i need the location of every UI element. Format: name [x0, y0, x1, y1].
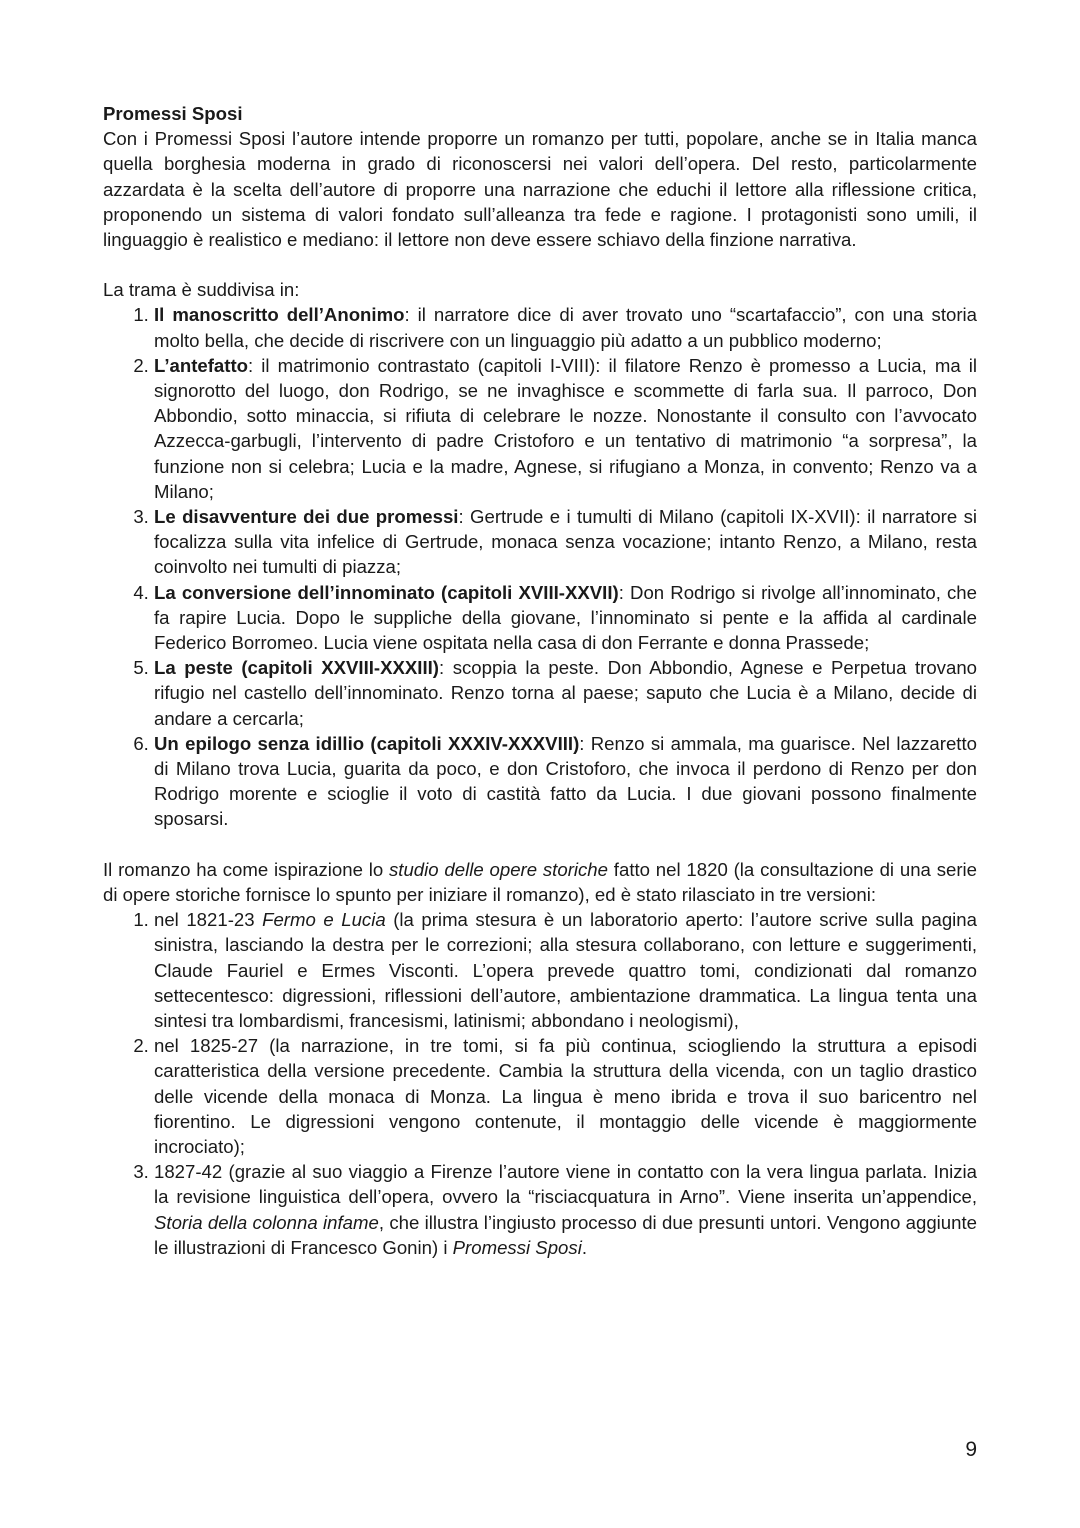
plot-item-3	[154, 504, 977, 580]
plot-item-text: : Gertrude e i tumulti di Milano (capitoli IX-XVII): il narratore si focalizza sulla vita infelice di Gertrude, monaca senza vocazione; intanto Renzo, a Milano, resta coinvolto nei tumulti di piazza;	[154, 506, 978, 578]
version-item-3	[154, 1159, 977, 1260]
plot-item-2	[154, 353, 977, 504]
inspiration-text: fatto nel 1820 (la consultazione di una serie di opere storiche fornisce lo spunto per iniziare il romanzo), ed è stato rilasciato in tre versioni:	[103, 858, 977, 905]
version-text: 1827-42 (grazie al suo viaggio a Firenze l’autore viene in contatto con la vera lingua parlata. Inizia la revisione linguistica dell’opera, ovvero la “risciacquatura in Arno”. Viene inserita un’appendice,	[154, 1161, 977, 1208]
plot-item-title: L’antefatto	[154, 354, 249, 376]
page-content	[103, 101, 977, 1260]
inspiration-paragraph	[103, 857, 977, 907]
plot-item-5	[154, 655, 977, 731]
versions-list	[103, 907, 977, 1260]
plot-item-4	[154, 580, 977, 656]
plot-item-text: : il narratore dice di aver trovato uno “scartafaccio”, con una storia molto bella, che decide di riscrivere con un linguaggio più adatto a un pubblico moderno;	[154, 304, 977, 351]
intro-paragraph: Con i Promessi Sposi l’autore intende proporre un romanzo per tutti, popolare, anche se in Italia manca quella borghesia moderna in grado di riconoscersi nei valori dell’opera. Del resto, particolarmente azzardata è la scelta dell’autore di proporre una narrazione che educhi il lettore alla riflessione critica, proponendo un sistema di valori fondato sull’alleanza tra fede e ragione. I protagonisti sono umili, il linguaggio è realistico e mediano: il lettore non deve essere schiavo della finzione narrativa.	[103, 128, 977, 251]
plot-item-title: La peste (capitoli XXVIII-XXXIII)	[154, 657, 439, 679]
plot-list	[103, 302, 977, 831]
version-text: nel 1825-27 (la narrazione, in tre tomi, si fa più continua, sciogliendo la struttura a episodi caratteristica della versione precedente. Cambia la struttura della vicenda, con un taglio drastico delle vicende della monaca di Monza. La lingua è meno ibrida e trova il suo baricentro nel fiorentino. Le digressioni vengono contenute, il montaggio delle vicende è maggiormente incrociato);	[154, 1035, 977, 1157]
inspiration-italic: studio delle opere storiche	[389, 858, 608, 880]
plot-item-text: : Don Rodrigo si rivolge all’innominato, che fa rapire Lucia. Dopo le suppliche della giovane, l’innominato si pente e la affida al cardinale Federico Borromeo. Lucia viene ospitata nella casa di don Ferrante e donna Prassede;	[154, 581, 977, 654]
spacer	[103, 832, 977, 857]
plot-item-title: Un epilogo senza idillio (capitoli XXXIV-XXXVIII)	[154, 732, 580, 754]
version-italic: Storia della colonna infame	[154, 1211, 379, 1233]
version-italic: Fermo e Lucia	[262, 909, 386, 931]
plot-item-6	[154, 731, 977, 832]
version-item-2	[154, 1033, 977, 1159]
plot-heading: La trama è suddivisa in:	[103, 279, 300, 301]
page-title: Promessi Sposi	[103, 103, 243, 124]
plot-item-1	[154, 302, 977, 352]
plot-item-title: Il manoscritto dell’Anonimo	[154, 304, 405, 326]
plot-item-text: : Renzo si ammala, ma guarisce. Nel lazzaretto di Milano trova Lucia, guarita da poco, e don Cristoforo, che invoca il perdono di Renzo per don Rodrigo morente e scioglie il voto di castità fatto da Lucia. I due giovani possono finalmente sposarsi.	[154, 732, 977, 830]
version-item-1	[154, 907, 977, 1033]
inspiration-text: Il romanzo ha come ispirazione lo	[103, 858, 389, 880]
plot-item-text: : il matrimonio contrastato (capitoli I-VIII): il filatore Renzo è promesso a Lucia, ma il signorotto del luogo, don Rodrigo, se ne invaghisce e scommette di farla sua. Il parroco, Don Abbondio, sotto minaccia, si rifiuta di celebrare le nozze. Nonostante il consulto con l’avvocato Azzecca-garbugli, l’intervento di padre Cristoforo e un tentativo di matrimonio “a sorpresa”, la funzione non si celebra; Lucia e la madre, Agnese, si rifugiano a Monza, in convento; Renzo va a Milano;	[154, 354, 977, 502]
plot-item-title: Le disavventure dei due promessi	[154, 506, 459, 528]
version-text: (la prima stesura è un laboratorio aperto: l’autore scrive sulla pagina sinistra, lasciando la destra per le correzioni; alla stesura collaborano, con letture e suggerimenti, Claude Fauriel e Ermes Visconti. L’opera prevede quattro tomi, condizionati dal romanzo settecentesco: digressioni, riflessioni dell’autore, ambientazione drammatica. La lingua tenta una sintesi tra lombardismi, francesismi, latinismi; abbondano i neologismi),	[154, 909, 977, 1031]
plot-item-text: : scoppia la peste. Don Abbondio, Agnese e Perpetua trovano rifugio nel castello dell’innominato. Renzo torna al paese; saputo che Lucia è a Milano, decide di andare a cercarla;	[154, 657, 978, 729]
version-italic: Promessi Sposi	[452, 1236, 582, 1258]
plot-item-title: La conversione dell’innominato (capitoli XVIII-XXVII)	[154, 581, 619, 603]
page-number: 9	[965, 1438, 977, 1461]
version-text: nel 1821-23	[154, 909, 263, 931]
version-text: , che illustra l’ingiusto processo di due presunti untori. Vengono aggiunte le illustrazioni di Francesco Gonin) i	[154, 1211, 977, 1258]
version-text: .	[581, 1236, 587, 1258]
spacer	[103, 252, 977, 277]
